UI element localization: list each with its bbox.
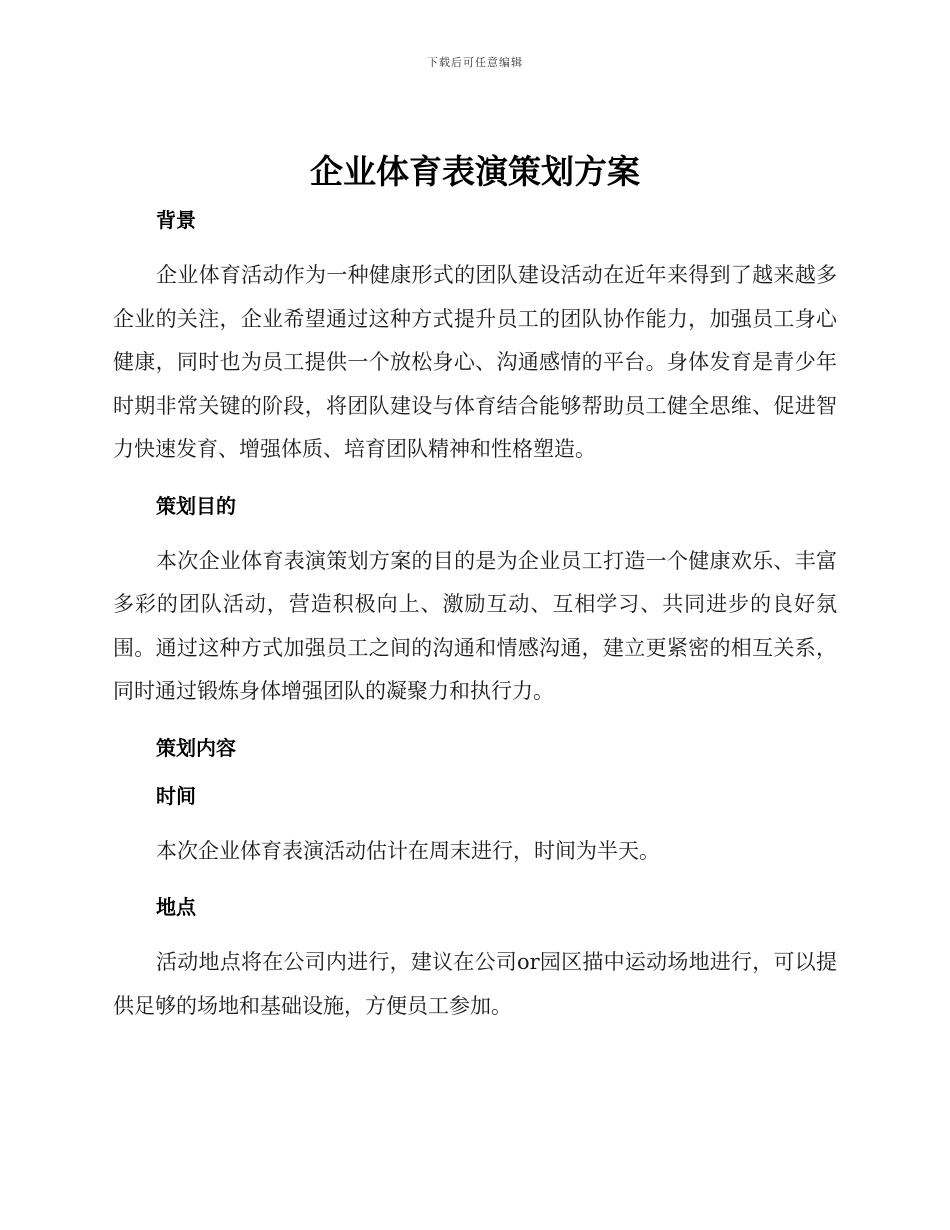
heading-location: 地点 bbox=[156, 895, 196, 919]
paragraph-purpose: 本次企业体育表演策划方案的目的是为企业员工打造一个健康欢乐、丰富多彩的团队活动，营造积极向上、激励互动、互相学习、共同进步的良好氛围。通过这种方式加强员工之间的沟通和情感沟通，建立更紧密的相互关系，同时通过锻炼身体增强团队的凝聚力和执行力。 bbox=[113, 548, 837, 703]
heading-purpose: 策划目的 bbox=[156, 493, 236, 518]
heading-time: 时间 bbox=[156, 783, 196, 808]
paragraph-time: 本次企业体育表演活动估计在周末进行，时间为半天。 bbox=[156, 838, 660, 863]
page-header-note: 下载后可任意编辑 bbox=[427, 56, 523, 69]
heading-background: 背景 bbox=[156, 208, 196, 232]
paragraph-background: 企业体育活动作为一种健康形式的团队建设活动在近年来得到了越来越多企业的关注，企业希望通过这种方式提升员工的团队协作能力，加强员工身心健康，同时也为员工提供一个放松身心、沟通感情的平台。身体发育是青少年时期非常关键的阶段，将团队建设与体育结合能够帮助员工健全思维、促进智力快速发育、增强体质、培育团队精神和性格塑造。 bbox=[113, 263, 837, 461]
paragraph-location: 活动地点将在公司内进行，建议在公司or园区描中运动场地进行，可以提供足够的场地和基础设施，方便员工参加。 bbox=[113, 950, 837, 1018]
document-title: 企业体育表演策划方案 bbox=[310, 152, 640, 191]
document-body bbox=[113, 196, 837, 1038]
heading-content: 策划内容 bbox=[156, 735, 236, 760]
